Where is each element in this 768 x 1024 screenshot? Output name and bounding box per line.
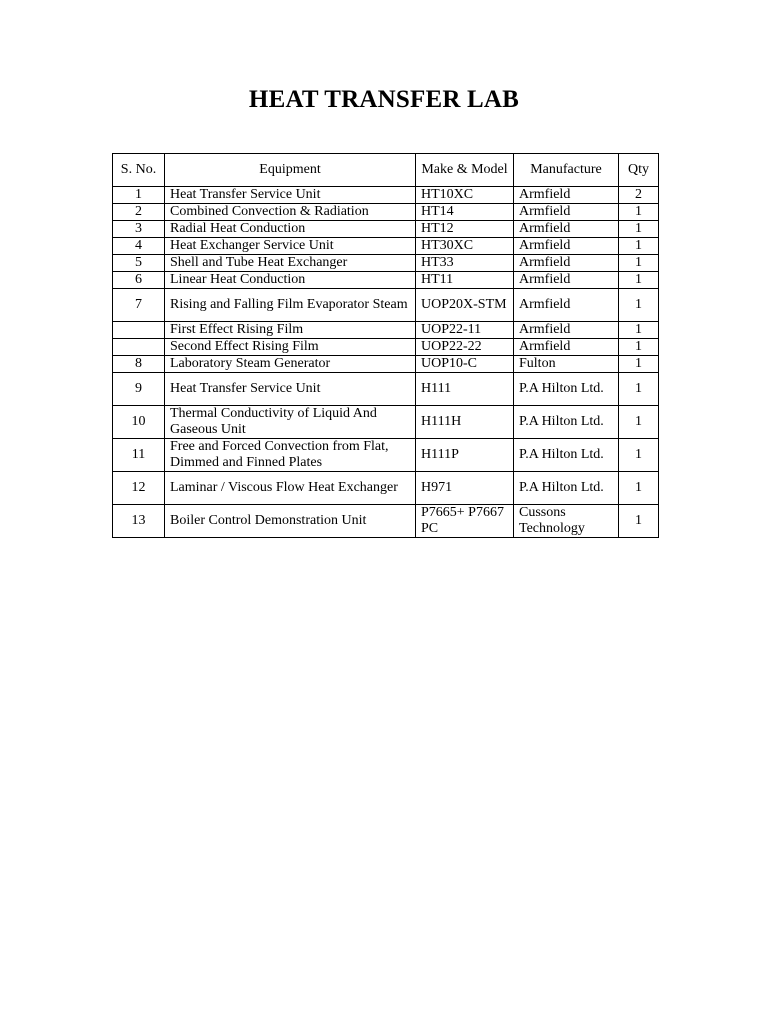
table-row (113, 221, 659, 238)
table-row (113, 406, 659, 439)
cell-equipment: Free and Forced Convection from Flat, Dimmed and Finned Plates (165, 439, 416, 472)
table-row (113, 289, 659, 322)
cell-equipment: Linear Heat Conduction (165, 272, 416, 289)
cell-sno: 6 (113, 272, 165, 289)
cell-qty: 1 (619, 373, 659, 406)
table-row (113, 238, 659, 255)
cell-equipment: Heat Transfer Service Unit (165, 187, 416, 204)
cell-sno: 8 (113, 356, 165, 373)
table-row (113, 339, 659, 356)
cell-make-model: HT33 (416, 255, 514, 272)
cell-sno: 13 (113, 505, 165, 538)
cell-qty: 1 (619, 289, 659, 322)
table-body (113, 187, 659, 538)
cell-sno: 2 (113, 204, 165, 221)
cell-make-model: P7665+ P7667 PC (416, 505, 514, 538)
table-row (113, 373, 659, 406)
table-row (113, 505, 659, 538)
cell-sno: 12 (113, 472, 165, 505)
cell-manufacture: Armfield (514, 238, 619, 255)
cell-qty: 1 (619, 505, 659, 538)
cell-equipment: Laminar / Viscous Flow Heat Exchanger (165, 472, 416, 505)
cell-make-model: H971 (416, 472, 514, 505)
equipment-table (112, 153, 659, 538)
cell-sno: 1 (113, 187, 165, 204)
cell-make-model: H111 (416, 373, 514, 406)
cell-qty: 1 (619, 339, 659, 356)
cell-make-model: HT11 (416, 272, 514, 289)
cell-sno: 5 (113, 255, 165, 272)
cell-qty: 1 (619, 439, 659, 472)
cell-manufacture: Cussons Technology (514, 505, 619, 538)
table-row (113, 255, 659, 272)
table-row (113, 439, 659, 472)
cell-equipment: Rising and Falling Film Evaporator Steam (165, 289, 416, 322)
table-row (113, 356, 659, 373)
table-row (113, 272, 659, 289)
cell-manufacture: Fulton (514, 356, 619, 373)
cell-equipment: Second Effect Rising Film (165, 339, 416, 356)
cell-manufacture: Armfield (514, 204, 619, 221)
cell-manufacture: P.A Hilton Ltd. (514, 472, 619, 505)
table-row (113, 187, 659, 204)
cell-qty: 1 (619, 272, 659, 289)
header-make-model: Make & Model (416, 154, 514, 187)
cell-qty: 2 (619, 187, 659, 204)
cell-equipment: Shell and Tube Heat Exchanger (165, 255, 416, 272)
cell-make-model: HT30XC (416, 238, 514, 255)
cell-equipment: Heat Exchanger Service Unit (165, 238, 416, 255)
cell-qty: 1 (619, 255, 659, 272)
cell-qty: 1 (619, 356, 659, 373)
cell-manufacture: Armfield (514, 272, 619, 289)
page-title: HEAT TRANSFER LAB (248, 86, 520, 113)
cell-qty: 1 (619, 406, 659, 439)
cell-equipment: Radial Heat Conduction (165, 221, 416, 238)
cell-make-model: HT10XC (416, 187, 514, 204)
cell-sno: 9 (113, 373, 165, 406)
table-row (113, 322, 659, 339)
cell-qty: 1 (619, 221, 659, 238)
cell-manufacture: Armfield (514, 322, 619, 339)
cell-qty: 1 (619, 472, 659, 505)
cell-manufacture: Armfield (514, 339, 619, 356)
cell-sno (113, 322, 165, 339)
cell-sno: 7 (113, 289, 165, 322)
cell-manufacture: P.A Hilton Ltd. (514, 439, 619, 472)
cell-sno: 10 (113, 406, 165, 439)
cell-make-model: UOP22-11 (416, 322, 514, 339)
cell-equipment: Thermal Conductivity of Liquid And Gaseous Unit (165, 406, 416, 439)
cell-make-model: HT12 (416, 221, 514, 238)
cell-make-model: HT14 (416, 204, 514, 221)
cell-sno: 11 (113, 439, 165, 472)
cell-qty: 1 (619, 238, 659, 255)
header-sno: S. No. (113, 154, 165, 187)
cell-make-model: UOP22-22 (416, 339, 514, 356)
table-row (113, 204, 659, 221)
cell-equipment: Boiler Control Demonstration Unit (165, 505, 416, 538)
cell-manufacture: Armfield (514, 221, 619, 238)
cell-equipment: Combined Convection & Radiation (165, 204, 416, 221)
cell-make-model: UOP20X-STM (416, 289, 514, 322)
cell-manufacture: Armfield (514, 187, 619, 204)
cell-qty: 1 (619, 322, 659, 339)
cell-manufacture: Armfield (514, 289, 619, 322)
cell-sno: 4 (113, 238, 165, 255)
header-qty: Qty (619, 154, 659, 187)
cell-make-model: H111H (416, 406, 514, 439)
table-header-row (113, 154, 659, 187)
cell-qty: 1 (619, 204, 659, 221)
cell-manufacture: Armfield (514, 255, 619, 272)
cell-sno: 3 (113, 221, 165, 238)
cell-equipment: Heat Transfer Service Unit (165, 373, 416, 406)
cell-make-model: H111P (416, 439, 514, 472)
cell-manufacture: P.A Hilton Ltd. (514, 373, 619, 406)
header-manufacture: Manufacture (514, 154, 619, 187)
cell-equipment: First Effect Rising Film (165, 322, 416, 339)
header-equipment: Equipment (165, 154, 416, 187)
table-row (113, 472, 659, 505)
cell-sno (113, 339, 165, 356)
cell-manufacture: P.A Hilton Ltd. (514, 406, 619, 439)
cell-equipment: Laboratory Steam Generator (165, 356, 416, 373)
cell-make-model: UOP10-C (416, 356, 514, 373)
